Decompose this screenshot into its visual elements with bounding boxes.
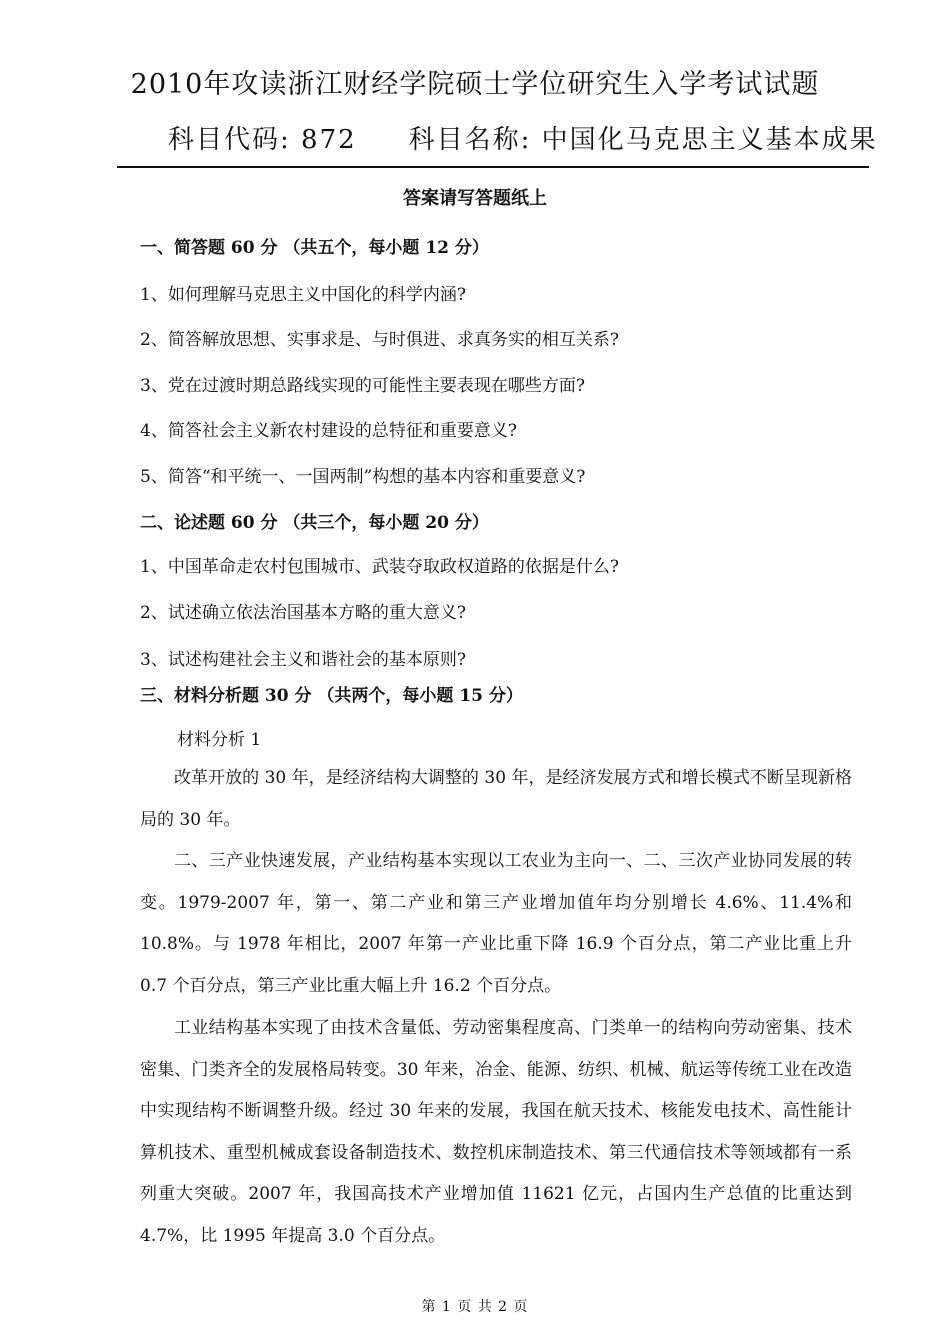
- question-item: 5、简答“和平统一、一国两制”构想的基本内容和重要意义?: [140, 467, 586, 487]
- question-item: 4、简答社会主义新农村建设的总特征和重要意义?: [140, 421, 517, 441]
- subject-code: 科目代码: 872: [168, 125, 357, 155]
- answer-notice: 答案请写答题纸上: [403, 188, 547, 209]
- material-paragraph: 二、三产业快速发展，产业结构基本实现以工农业为主向一、二、三次产业协同发展的转变。1979-2007 年，第一、第二产业和第三产业增加值年均分别增长 4.6%、11.4%和 10.8%。与 1978 年相比，2007 年第一产业比重下降 16.9 个百分点，第二产业比重上升 0.7 个百分点，第三产业比重大幅上升 16.2 个百分点。: [140, 851, 852, 996]
- section-heading-material-analysis: 三、材料分析题 30 分 （共两个，每小题 15 分）: [140, 686, 523, 706]
- question-item: 1、中国革命走农村包围城市、武装夺取政权道路的依据是什么?: [140, 557, 619, 577]
- section-heading-short-answer: 一、简答题 60 分 （共五个，每小题 12 分）: [140, 238, 489, 258]
- section-heading-essay: 二、论述题 60 分 （共三个，每小题 20 分）: [140, 513, 489, 533]
- material-title: 材料分析 1: [177, 730, 262, 750]
- material-paragraph: 改革开放的 30 年，是经济结构大调整的 30 年，是经济发展方式和增长模式不断呈现新格局的 30 年。: [140, 768, 852, 830]
- header-divider: [117, 166, 869, 168]
- material-paragraph: 工业结构基本实现了由技术含量低、劳动密集程度高、门类单一的结构向劳动密集、技术密集、门类齐全的发展格局转变。30 年来，冶金、能源、纺织、机械、航运等传统工业在改造中实现结构不断调整升级。经过 30 年来的发展，我国在航天技术、核能发电技术、高性能计算机技术、重型机械成套设备制造技术、数控机床制造技术、第三代通信技术等领域都有一系列重大突破。2007 年，我国高技术产业增加值 11621 亿元，占国内生产总值的比重达到 4.7%，比 1995 年提高 3.0 个百分点。: [140, 1018, 852, 1246]
- question-item: 1、如何理解马克思主义中国化的科学内涵?: [140, 285, 466, 305]
- subject-name: 科目名称: 中国化马克思主义基本成果: [408, 125, 878, 155]
- question-item: 3、试述构建社会主义和谐社会的基本原则?: [140, 650, 466, 670]
- question-item: 2、简答解放思想、实事求是、与时俱进、求真务实的相互关系?: [140, 330, 619, 350]
- page-footer: 第 1 页 共 2 页: [421, 1299, 529, 1315]
- subject-line: [168, 119, 878, 156]
- question-item: 2、试述确立依法治国基本方略的重大意义?: [140, 603, 466, 623]
- exam-title: 2010年攻读浙江财经学院硕士学位研究生入学考试试题: [130, 69, 820, 100]
- question-item: 3、党在过渡时期总路线实现的可能性主要表现在哪些方面?: [140, 376, 585, 396]
